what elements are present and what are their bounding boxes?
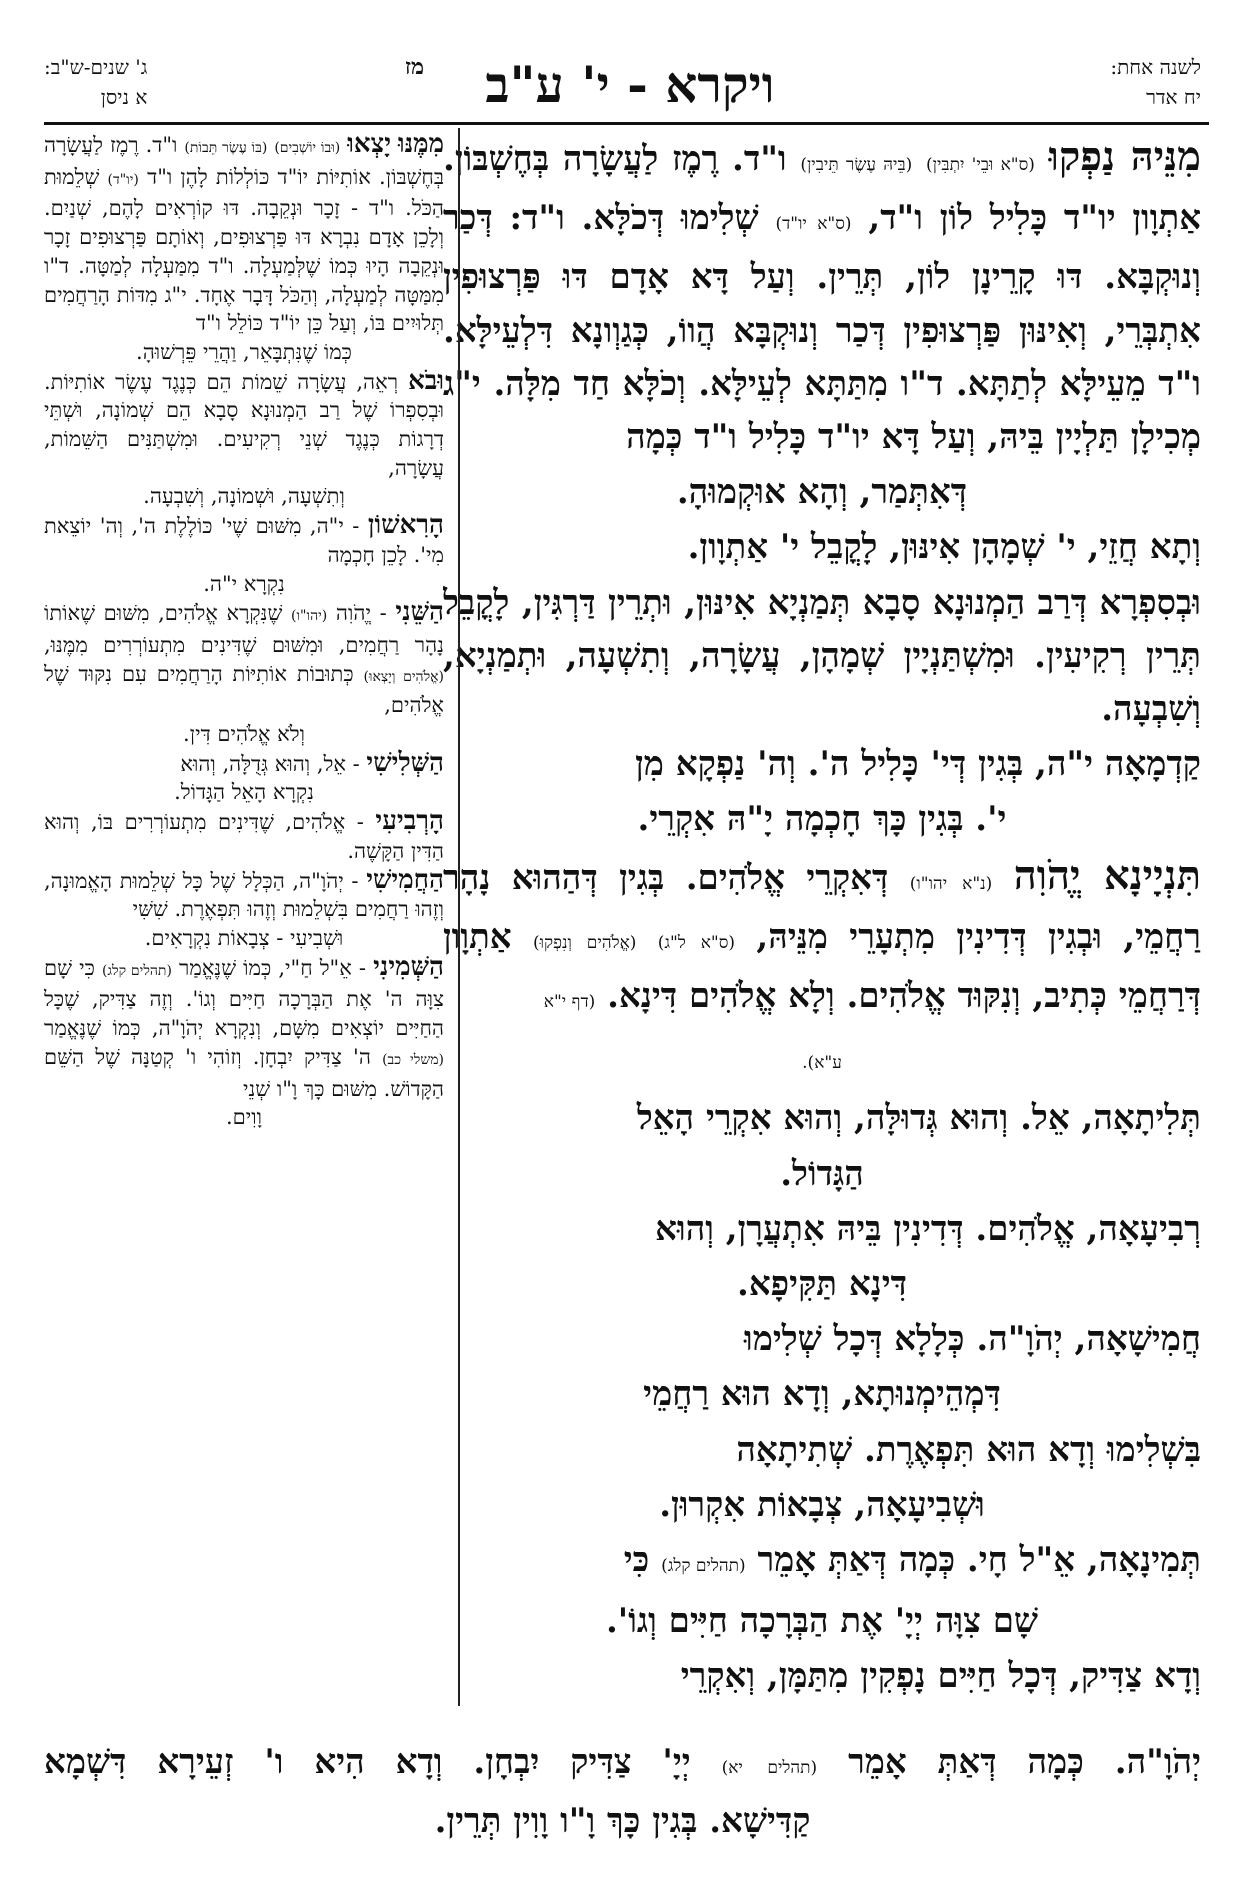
translation-column: [44, 130, 444, 1730]
opening-words: הַשֵּׁנִי: [395, 597, 444, 628]
main-text: כִּי: [623, 1540, 650, 1581]
main-text: דְּאִתְּמַר, וְהָא אוּקְמוּהָ.: [676, 472, 968, 513]
translation-paragraph: [44, 511, 444, 569]
translation-text: כְּמוֹ שֶׁנִּתְבָּאֵר, וַהֲרֵי פֵּרְשׁוּהָ.: [136, 339, 352, 364]
translation-paragraph: [44, 367, 444, 483]
main-paragraph: [443, 849, 1201, 1030]
opening-words: הָרִאשׁוֹן: [367, 510, 444, 541]
translation-text: וְתִשְׁעָה, וּשְׁמוֹנָה, וְשִׁבְעָה.: [143, 484, 345, 509]
variant-note: (אֱלֹהִים וְיָצְאוּ): [363, 668, 444, 685]
page-title: ויקרא - י' ע"ב: [485, 55, 775, 114]
main-text: דִּמְהֵימְנוּתָא, וְדָא הוּא רַחֲמֵי: [643, 1374, 1001, 1415]
opening-words: הַשְּׁלִישִׁי: [366, 747, 444, 778]
source-reference: (משלי כב): [382, 1051, 444, 1068]
variant-note: (ס"א יו"ד): [775, 214, 852, 235]
variant-note: (בֵּיהּ עֶשֶׂר תֵּיבִין): [800, 155, 913, 175]
main-text: ו"ד. רֶמֶז לַעֲשָׂרָה בְּחֶשְׁבּוֹן. אַתְוָון יו"ד כָּלִיל לוֹן ו"ד,: [443, 139, 1201, 239]
source-reference: (תהלים יא): [721, 1758, 818, 1778]
main-paragraph: תְּלִיתָאָה, אֵל. וְהוּא גְּדוּלָּה, וְהוּא אִקְרֵי הָאֵל: [636, 1098, 1201, 1139]
main-paragraph: וְדָא צַדִּיק, דְּכָל חַיִּים נָפְקִין מִתַּמָּן, וְאִקְרֵי: [680, 1656, 1201, 1697]
main-text: יְיָ' צַדִּיק יִבְחָן. וְדָא הִיא ו' זְעֵירָא דִּשְׁמָא: [44, 1742, 691, 1782]
main-paragraph: קַדְמָאָה י"ה, בְּגִין דְּי' כָּלִיל ה'. וְה' נַפְקָא מִן: [635, 744, 1201, 785]
translation-text: נִקְרָא י"ה.: [203, 571, 285, 596]
variant-note: (יהו"ו): [291, 608, 328, 625]
variant-note: (ס"א ל"ג): [657, 932, 736, 953]
main-text: דִּינָא תַּקִּיפָא.: [737, 1264, 907, 1305]
main-paragraph: [443, 130, 1201, 464]
translation-text: ה' צַדִּיק יִבְחָן. וְזוֹהִי ו' קְטַנָּה שֶׁל הַשֵּׁם הַקָּדוֹשׁ. מִשּׁוּם כָּךְ וָ"ו שְׁנֵי: [44, 1044, 444, 1101]
variant-note: (יו"ד): [107, 171, 139, 188]
opening-words: הָרְבִיעִי: [375, 806, 444, 837]
page-reference: (דף י"א: [543, 992, 596, 1013]
translation-text: כִּי שָׁם צִוָּה ה' אֶת הַבְּרָכָה חַיִּים וְגוֹ'. וְזֶה צַדִּיק, שֶׁכָּל הַחַיִּים יוֹצְאִים מִשָּׁם, וְנִקְרָא יְהֹוָ"ה, כְּמוֹ שֶׁנֶּאֱמַר: [44, 955, 444, 1041]
one-year-schedule-label: לשנה אחת:: [1110, 55, 1201, 79]
opening-words: הַחֲמִישִׁי: [366, 864, 444, 895]
translation-paragraph: [44, 953, 444, 1104]
main-text: דְּאִקְרֵי אֱלֹהִים. בְּגִין: [619, 857, 889, 898]
main-text: שְׁלִימוּ דְּכֹלָּא. ו"ד: דְּכַר וְנוּקְבָּא. דּוּ קָרֵינָן לוֹן, תְּרֵין. וְעַל דָּא אָדָם דּוּ פַּרְצוּפִין אִתְבְּרֵי, וְאִינּוּן פַּרְצוּפִין דְּכַר וְנוּקְבָּא הֲווֹ, כְּגַוְונָא דִּלְעֵילָּא. ו"ד מֵעֵילָּא לְתַתָּא. ד"ו מִתַּתָּא לְעֵילָּא. וְכֹלָּא חַד מִלָּה. י"ג מְכִילָן תַּלְיָין בֵּיהּ, וְעַל דָּא יו"ד כָּלִיל ו"ד כְּמָה: [443, 198, 1201, 458]
translation-text: כְּתוּבוֹת אוֹתִיּוֹת הָרַחֲמִים עִם נִקּוּד שֶׁל אֱלֹהִים,: [44, 661, 444, 718]
closing-lines: [44, 1736, 1201, 1848]
translation-paragraph: [44, 598, 444, 720]
opening-words: תִּנְיָינָא יֱהֹוִה: [1013, 851, 1201, 899]
translation-text: רְאֵה, עֲשָׂרָה שֵׁמוֹת הֵם כְּנֶגֶד עֶשֶׂר אוֹתִיּוֹת. וּבְסִפְרוֹ שֶׁל רַב הַמְנוּנָא סָבָא הֵם שְׁמוֹנָה, וּשְׁתֵּי דְרָגוֹת כְּנֶגֶד שְׁנֵי רְקִיעִים. וּמִשְׁתַּנִּים הַשֵּׁמוֹת, עֲשָׂרָה,: [44, 369, 444, 480]
main-text: וּשְׁבִיעָאָה, צְבָאוֹת אִקְרוּן.: [659, 1484, 985, 1525]
variant-note: (ס"א וּבֵי' יִתְבִּין): [926, 155, 1035, 175]
main-text: בִּשְׁלִימוּ וְדָא הוּא תִּפְאֶרֶת. שְׁתִיתָאָה: [736, 1429, 1201, 1470]
main-text-column: [443, 130, 1201, 1730]
variant-note: (אֱלֹהִים וְנִפְקוּ): [533, 932, 637, 953]
opening-words: הַשְּׁמִינִי: [373, 951, 444, 982]
translation-paragraph: [44, 866, 444, 924]
main-text: שָׁם צִוָּה יְיָ' אֶת הַבְּרָכָה חַיִּים וְגוֹ'.: [605, 1601, 1039, 1642]
source-reference: (תהלים קלג): [661, 1556, 746, 1577]
header-right-date: [941, 52, 1201, 118]
main-text: דְּהַהוּא נָהָר רַחֲמֵי, וּבְגִין דְּדִינִין מִתְעָרֵי מִנֵּיהּ,: [443, 857, 1201, 957]
translation-text: שֶׁנִּקְרָא אֱלֹהִים, מִשּׁוּם שֶׁאוֹתוֹ נָהָר רַחֲמִים, וּמִשּׁוּם שֶׁדִּינִים מִתְעוֹרְרִים מִמֶּנּוּ,: [44, 601, 444, 657]
source-reference: (תהלים קלג): [101, 962, 172, 979]
main-paragraph: חֲמִישָׁאָה, יְהֹוָ"ה. כְּלָלָא דְּכָל שְׁלִימוּ: [744, 1319, 1201, 1360]
translation-text: וְלֹא אֱלֹהִים דִּין.: [183, 722, 305, 747]
translation-text: - אֵ"ל חַ"י, כְּמוֹ שֶׁנֶּאֱמַר: [179, 955, 366, 980]
variant-note: (בּוֹ עֶשֶׂר תֵּבוֹת): [184, 140, 268, 156]
opening-words: וּבֹא: [408, 365, 444, 396]
three-year-schedule-date: א ניסן: [100, 85, 148, 109]
translation-paragraph: [44, 130, 444, 338]
translation-text: נִקְרָא הָאֵל הַגָּדוֹל.: [174, 780, 314, 805]
opening-words: יָצְאוּ: [347, 130, 392, 159]
three-year-schedule: [44, 52, 147, 118]
translation-text: שְׁלֵמוּת הַכֹּל. ו"ד - זָכָר וּנְקֵבָה. דּוּ קוֹרְאִים לָהֶם, שְׁנַיִם. וְלָכֵן אָדָם נִבְרָא דּוּ פַּרְצוּפִים, וְאוֹתָם פַּרְצוּפִים זָכָר וּנְקֵבָה הָיוּ כְּמוֹ שֶׁלְּמַעְלָה. ו"ד מִמַּעְלָה לְמַטָּה. ד"ו מִמַּטָּה לְמַעְלָה, וְהַכֹּל דָּבָר אֶחָד. י"ג מִדּוֹת הָרַחֲמִים תְּלוּיִים בּוֹ, וְעַל כֵּן יוֹ"ד כּוֹלֵל ו"ד: [44, 164, 444, 336]
translation-text: - יֱהֹוִה: [335, 601, 387, 626]
variant-note: (וּבוֹ יוֹשְׁבִים): [274, 140, 341, 156]
variant-note: (נ"א יהו"ו): [909, 873, 993, 894]
closing-line: קַדִּישָׁא. בְּגִין כָּךְ וָ"ו וָוִין תְּרֵין.: [434, 1801, 811, 1842]
translation-paragraph: [44, 749, 444, 779]
main-text: י'. בְּגִין כָּךְ חָכְמָה יָ"הּ אִקְרֵי.: [637, 799, 1007, 840]
header-rule: [44, 122, 1209, 125]
main-paragraph: [443, 1534, 1201, 1593]
page-number: מז: [404, 54, 424, 80]
translation-text: - יְהֹוָ"ה, הַכְּלָל שֶׁל כָּל שְׁלֵמוּת הָאֱמוּנָה, וְזֶהוּ רַחֲמִים בִּשְׁלֵמוּת וְזֶהוּ תִּפְאֶרֶת. שִׁשִּׁי: [44, 868, 444, 922]
main-paragraph: וּבְסִפְרָא דְּרַב הַמְנוּנָא סָבָא תְּמַנְיָא אִינּוּן, וּתְרֵין דַּרְגִּין, לָקֳבֵל תְּרֵין רְקִיעִין. וּמִשְׁתַּנְיָין שְׁמָהָן, עֲשָׂרָה, וְתִשְׁעָה, וּתְמַנְיָא, וְשִׁבְעָה.: [443, 582, 1201, 730]
main-text: אַתְוָון דְּרַחֲמֵי כְּתִיב, וְנִקּוּד אֱלֹהִים. וְלָא אֱלֹהִים דִּינָא.: [443, 916, 1201, 1017]
column-divider: [458, 128, 460, 1706]
three-year-schedule-label: ג' שנים-ש"ב:: [44, 55, 148, 79]
main-text: תְּמִינָאָה, אֵ"ל חָי. כְּמָה דְּאַתְּ אָמֵר: [757, 1540, 1201, 1581]
main-text: הַגָּדוֹל.: [780, 1153, 864, 1194]
translation-text: - אֵל, וְהוּא גְּדֻלָּה, וְהוּא: [180, 751, 360, 776]
opening-words: מִמֶּנּוּ: [398, 130, 444, 159]
translation-text: - י"ה, מִשּׁוּם שֶׁי' כּוֹלֶלֶת ה', וְה' יוֹצֵאת מִי'. לָכֵן חָכְמָה: [44, 514, 444, 567]
translation-paragraph: [44, 807, 444, 865]
closing-line: [44, 1736, 1201, 1795]
translation-text: וּשְׁבִיעִי - צְבָאוֹת נִקְרָאִים.: [144, 925, 344, 950]
one-year-schedule-date: יח אדר: [1146, 85, 1201, 109]
opening-words: מִנֵּיהּ נַפְקוּ: [1048, 133, 1201, 180]
main-paragraph: וְתָא חֲזֵי, י' שְׁמָהָן אִינּוּן, לָקֳבֵל י' אַתְוָון.: [687, 527, 1201, 568]
main-paragraph: רְבִיעָאָה, אֱלֹהִים. דְּדִינִין בֵּיהּ אִתְעֲרָן, וְהוּא: [655, 1208, 1201, 1249]
main-text: יְהֹוָ"ה. כְּמָה דְּאַתְּ אָמֵר: [848, 1742, 1202, 1782]
page-reference: ע"א).: [802, 1053, 842, 1074]
header-left-date: [44, 52, 424, 118]
page-reference-line: [443, 1031, 1201, 1090]
translation-text: - אֱלֹהִים, שֶׁדִּינִים מִתְעוֹרְרִים בּוֹ, וְהוּא הַדִּין הַקָּשֶׁה.: [44, 810, 444, 863]
translation-text: וָוִים.: [225, 1105, 263, 1130]
translation-text: ו"ד. רֶמֶז לַעֲשָׂרָה בְּחֶשְׁבּוֹן. אוֹתִיּוֹת יוֹ"ד כּוֹלְלוֹת לָהֶן ו"ד: [44, 133, 444, 189]
